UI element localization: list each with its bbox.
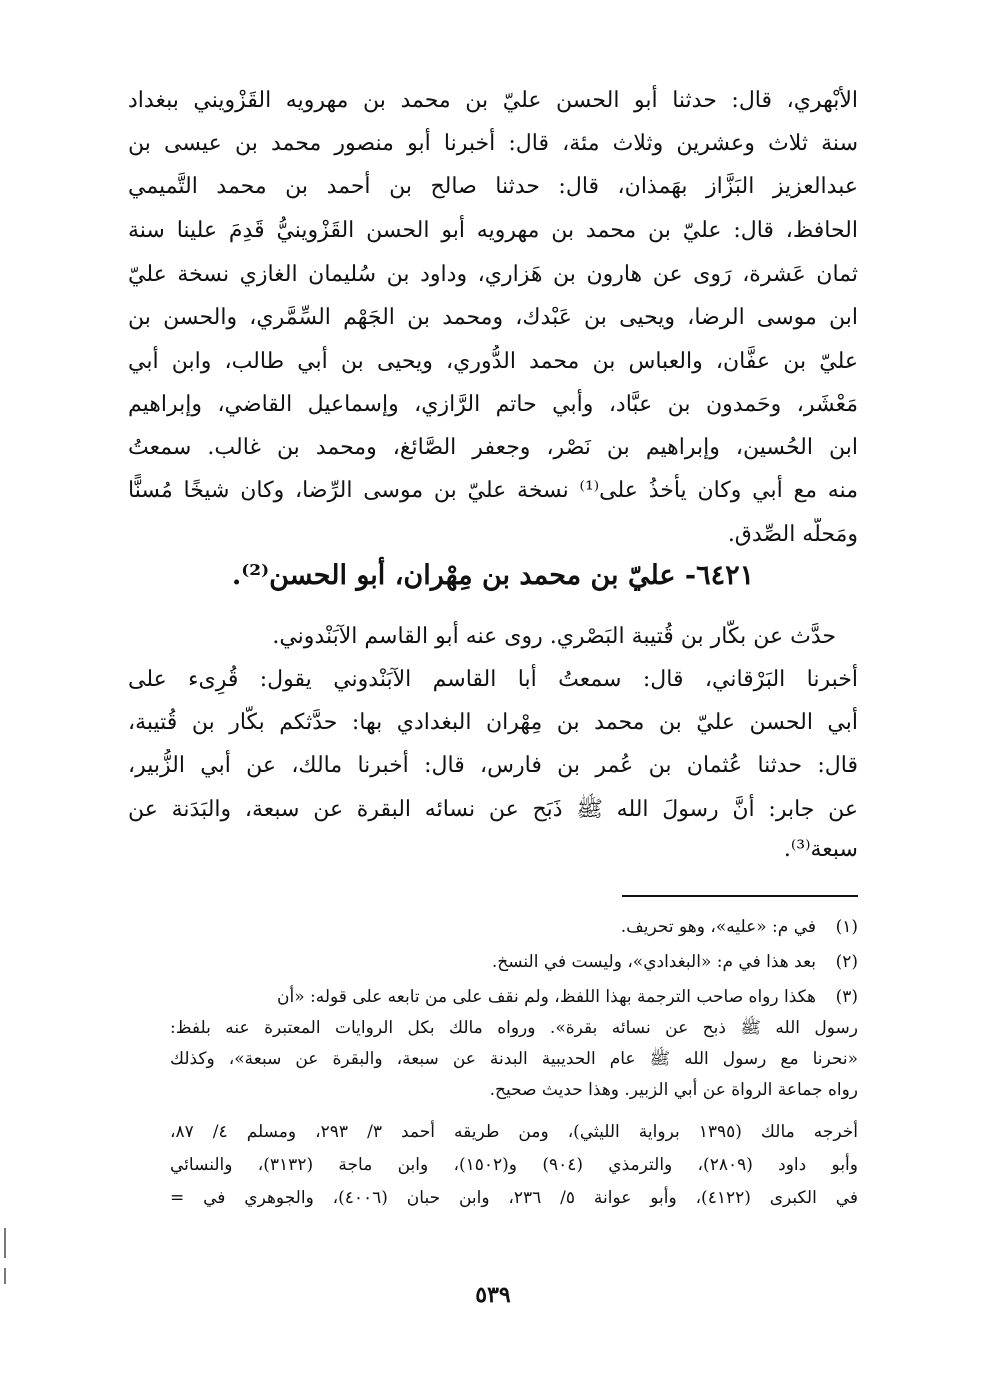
scan-edge-mark <box>4 1268 6 1284</box>
entry-line: عن جابر: أنَّ رسولَ الله ﷺ ذَبَح عن نسائه البقرة عن سبعة، والبَدَنة عن <box>128 797 858 822</box>
body-line: منه مع أبي وكان يأخذُ على⁽¹⁾ نسخة عليّ بن موسى الرِّضا، وكان شيخًا مُسنًّا <box>128 478 858 503</box>
footnote-text: في م: «عليه»، وهو تحريف. <box>620 917 816 937</box>
footnote-number: (٣) <box>835 987 858 1007</box>
footnote-line: رواه جماعة الرواة عن أبي الزبير. وهذا حديث صحيح. <box>489 1080 858 1100</box>
body-line: الحافظ، قال: عليّ بن محمد بن مهرويه أبو الحسن القَزْوينيُّ قَدِمَ علينا سنة <box>128 218 858 243</box>
entry-line: قال: حدثنا عُثمان بن عُمر بن فارس، قال: أخبرنا مالك، عن أبي الزُّبير، <box>128 753 858 778</box>
footnote-text: هكذا رواه صاحب الترجمة بهذا اللفظ، ولم نقف على من تابعه على قوله: «أن <box>276 987 816 1007</box>
entry-line: حدَّث عن بكَّار بن قُتيبة البَصْري. روى عنه أبو القاسم الآبَنْدوني. <box>272 624 836 649</box>
footnote-2 <box>128 948 858 976</box>
body-line: الأبْهري، قال: حدثنا أبو الحسن عليّ بن محمد بن مهرويه القَزْويني ببغداد <box>128 88 858 113</box>
body-line: مَعْشَر، وحَمدون بن عبَّاد، وأبي حاتم الرَّازي، وإسماعيل القاضي، وإبراهيم <box>128 392 858 417</box>
entry-line: سبعة⁽³⁾. <box>783 837 858 862</box>
footnote-number: (٢) <box>835 952 858 972</box>
footnote-line: وأبو داود (٢٨٠٩)، والترمذي (٩٠٤) و(١٥٠٢)، وابن ماجة (٣١٣٢)، والنسائي <box>170 1155 858 1175</box>
footnote-line: رسول الله ﷺ ذبح عن نسائه بقرة». ورواه مالك بكل الروايات المعتبرة عنه بلفظ: <box>170 1018 858 1038</box>
body-line: سنة ثلاث وعشرين وثلاث مئة، قال: أخبرنا أبو منصور محمد بن عيسى بن <box>128 131 858 156</box>
footnote-3 <box>128 983 858 1011</box>
body-line: ومَحلُّه الصِّدق. <box>727 522 858 547</box>
body-line: ابن موسى الرضا، ويحيى بن عَبْدك، ومحمد بن الجَهْم السِّمَّري، والحسن بن <box>128 305 858 330</box>
entry-heading: ٦٤٢١- عليّ بن محمد بن مِهْران، أبو الحسن⁽²⁾. <box>231 560 755 591</box>
entry-line: أخبرنا البَرْقاني، قال: سمعتُ أبا القاسم الآبَنْدوني يقول: قُرِىء على <box>128 667 858 692</box>
body-line: ثمان عَشرة، رَوى عن هارون بن هَزاري، وداود بن سُليمان الغازي نسخة عليّ <box>128 262 858 287</box>
body-line: عليّ بن عفَّان، والعباس بن محمد الدُّوري، ويحيى بن أبي طالب، وابن أبي <box>128 349 858 374</box>
footnote-line: في الكبرى (٤١٢٢)، وأبو عوانة ٥/ ٢٣٦، وابن حبان (٤٠٠٦)، والجوهري في = <box>170 1188 858 1208</box>
footnote-text: بعد هذا في م: «البغدادي»، وليست في النسخ. <box>491 952 816 972</box>
page-number: ٥٣٩ <box>475 1282 511 1308</box>
entry-line: أبي الحسن عليّ بن محمد بن مِهْران البغدادي بها: حدَّثكم بكَّار بن قُتيبة، <box>128 710 858 735</box>
footnote-separator <box>622 895 858 897</box>
footnote-1 <box>128 913 858 941</box>
body-line: عبدالعزيز البَزَّاز بهَمذان، قال: حدثنا صالح بن أحمد بن محمد التَّميمي <box>128 174 858 199</box>
footnote-line: أخرجه مالك (١٣٩٥ برواية الليثي)، ومن طريقه أحمد ٣/ ٢٩٣، ومسلم ٤/ ٨٧، <box>170 1122 858 1142</box>
body-line: ابن الحُسين، وإبراهيم بن نَصْر، وجعفر الصَّائغ، ومحمد بن غالب. سمعتُ <box>128 435 858 460</box>
footnote-number: (١) <box>835 917 858 937</box>
scan-edge-mark <box>4 1228 6 1258</box>
footnote-line: «نحرنا مع رسول الله ﷺ عام الحديبية البدنة عن سبعة، والبقرة عن سبعة»، وكذلك <box>170 1049 858 1069</box>
